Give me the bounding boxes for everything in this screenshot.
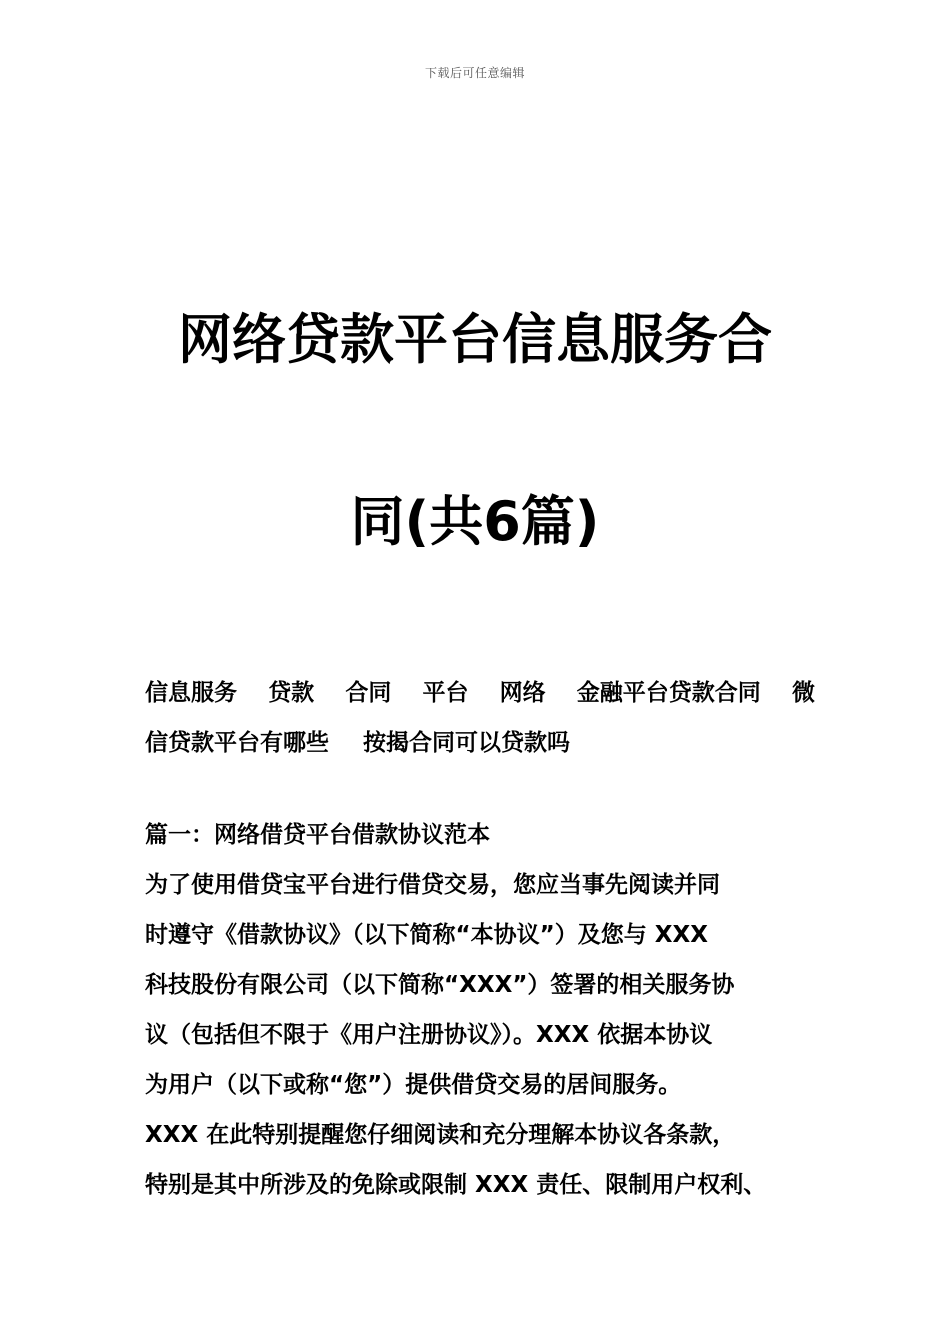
- keyword: 微: [791, 680, 815, 706]
- paragraph-line: XXX 在此特别提醒您仔细阅读和充分理解本协议各条款，: [145, 1122, 736, 1148]
- keyword: 平台: [422, 680, 469, 706]
- keyword: 信贷款平台有哪些: [145, 730, 329, 756]
- keywords-row-2: [145, 718, 815, 768]
- document-title-line-1: 网络贷款平台信息服务合: [178, 308, 772, 371]
- paragraph-line: 为用户（以下或称“您”）提供借贷交易的居间服务。: [145, 1072, 682, 1098]
- keyword: 网络: [499, 680, 546, 706]
- keyword: 合同: [345, 680, 392, 706]
- keyword: 按揭合同可以贷款吗: [363, 730, 570, 756]
- keyword: 金融平台贷款合同: [576, 680, 761, 706]
- paragraph-line: 为了使用借贷宝平台进行借贷交易，您应当事先阅读并同: [145, 872, 720, 898]
- paragraph-line: 议（包括但不限于《用户注册协议》）。XXX 依据本协议: [145, 1022, 713, 1048]
- header-note: 下载后可任意编辑: [424, 66, 525, 80]
- keyword: 信息服务: [145, 680, 237, 706]
- keyword: 贷款: [268, 680, 315, 706]
- document-title-line-2: 同(共6篇): [350, 490, 600, 553]
- keywords-row-1: [145, 668, 815, 718]
- section-one: [145, 810, 815, 1210]
- paragraph-line: 科技股份有限公司（以下简称“XXX”）签署的相关服务协: [145, 972, 735, 998]
- paragraph-line: 时遵守《借款协议》（以下简称“本协议”）及您与 XXX: [145, 922, 708, 948]
- keywords-block: [145, 668, 815, 768]
- section-heading: 篇一：网络借贷平台借款协议范本: [145, 822, 490, 848]
- paragraph-line: 特别是其中所涉及的免除或限制 XXX 责任、限制用户权利、: [145, 1172, 767, 1198]
